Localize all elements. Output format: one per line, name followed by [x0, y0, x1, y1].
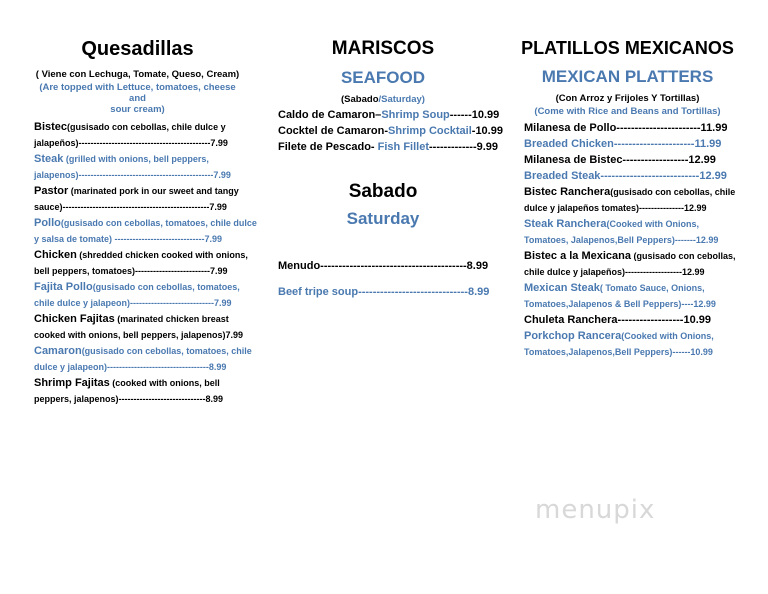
quesadillas-subtitle-es: ( Viene con Lechuga, Tomate, Queso, Cream) — [35, 69, 240, 80]
item-name: Porkchop Rancera — [524, 330, 622, 342]
quesadilla-item-line2 — [34, 359, 245, 375]
item-desc-price: jalapenos)---------------------------------------------7.99 — [34, 170, 231, 180]
item-price: -10.99 — [471, 125, 503, 137]
platillos-multiline-items — [524, 184, 735, 312]
mariscos-title: MARISCOS — [331, 38, 435, 59]
quesadilla-item-line2 — [34, 263, 245, 279]
quesadilla-item-line1 — [34, 311, 245, 327]
quesadilla-item-line1 — [34, 279, 245, 295]
item-desc: (grilled with onions, bell peppers, — [63, 154, 209, 164]
platter-item-line1 — [524, 248, 735, 264]
quesadillas-subtitle-en-2: sour cream) — [110, 104, 165, 115]
item-name-en: Shrimp Cocktail — [388, 125, 472, 137]
item-desc: (cooked with onions, bell — [109, 378, 220, 388]
platillos-sub-es: (Con Arroz y Frijoles Y Tortillas) — [555, 93, 700, 104]
quesadillas-section — [30, 0, 257, 407]
menupix-watermark: menupix — [535, 495, 656, 525]
quesadilla-item-line2 — [34, 199, 245, 215]
item-desc: (gusisado con cebollas, tomatoes, chile dulce — [60, 218, 257, 228]
menu-item: Milanesa de Pollo-----------------------11.99 — [524, 122, 728, 134]
platter-item-line2 — [524, 200, 735, 216]
item-name-en: Shrimp Soup — [381, 109, 450, 121]
item-desc-price: Tomatoes,Jalapenos & Bell Peppers)----12.99 — [524, 299, 716, 309]
platter-item-line1 — [524, 216, 735, 232]
item-desc-price: y salsa de tomate) ------------------------------7.99 — [34, 234, 222, 244]
item-name: Steak — [34, 153, 64, 165]
item-name: Mexican Steak — [524, 282, 600, 294]
item-name: Pastor — [34, 185, 69, 197]
quesadilla-item-line1 — [34, 343, 252, 359]
item-name: Chicken — [34, 249, 77, 261]
sabado-sub-label: (Sabado — [341, 94, 379, 105]
quesadilla-item-line2 — [34, 167, 245, 183]
item-desc: (marinated chicken breast — [114, 314, 229, 324]
platter-item-line1 — [524, 184, 735, 200]
quesadilla-item-line2 — [34, 327, 245, 343]
item-desc: (gusisado con cebollas, chile — [610, 187, 736, 197]
mexican-platters-title: MEXICAN PLATTERS — [541, 67, 714, 86]
seafood-title: SEAFOOD — [340, 68, 426, 87]
item-name: Bistec — [34, 121, 68, 133]
item-desc-price: bell peppers, tomatoes)-------------------------7.99 — [34, 266, 228, 276]
item-desc: (Cooked with Onions, — [606, 219, 700, 229]
quesadilla-item-line2 — [34, 135, 245, 151]
quesadilla-item-line2 — [34, 231, 245, 247]
quesadilla-item-line2 — [34, 295, 245, 311]
porkchop-ranchera-line1 — [524, 328, 735, 344]
item-name: Fajita Pollo — [34, 281, 93, 293]
quesadillas-title: Quesadillas — [81, 38, 194, 60]
quesadilla-item-line2 — [34, 391, 245, 407]
chuleta-ranchera-item: Chuleta Ranchera------------------10.99 — [524, 314, 711, 326]
platillos-item-list — [524, 120, 735, 360]
item-desc: (gusisado con cebollas, — [631, 251, 736, 261]
item-desc: ( Tomato Sauce, Onions, — [599, 283, 705, 293]
item-desc: (Cooked with Onions, — [621, 331, 714, 341]
item-name-es: Filete de Pescado- — [278, 141, 378, 153]
quesadilla-item-line1 — [34, 151, 245, 167]
mariscos-section — [278, 0, 503, 300]
quesadilla-item-line1 — [34, 247, 248, 263]
item-desc: (gusisado con cebollas, chile dulce y — [67, 122, 226, 132]
item-name: Steak Ranchera — [524, 218, 607, 230]
menu-item: Milanesa de Bistec------------------12.99 — [524, 154, 716, 166]
menu-item: Breaded Steak---------------------------12.99 — [524, 170, 727, 182]
item-name: Shrimp Fajitas — [34, 377, 110, 389]
item-name-en: Fish Fillet — [377, 141, 429, 153]
item-name: Bistec Ranchera — [524, 186, 611, 198]
quesadilla-item-line1 — [34, 375, 245, 391]
saturday-title: Saturday — [346, 209, 420, 228]
item-desc-price: chile dulce y jalapeños)-------------------12.99 — [524, 267, 705, 277]
item-name: Pollo — [34, 217, 61, 229]
item-desc-price: dulce y jalapeon)----------------------------------8.99 — [34, 362, 227, 372]
quesadillas-item-list — [34, 119, 257, 407]
item-price: ------10.99 — [449, 109, 500, 121]
platillos-sub-en: (Come with Rice and Beans and Tortillas) — [534, 106, 721, 117]
item-desc-price: Tomatoes, Jalapenos,Bell Peppers)-------12.99 — [524, 235, 719, 245]
seafood-item — [278, 139, 499, 155]
beef-tripe-soup-item: Beef tripe soup------------------------------8.99 — [278, 286, 490, 298]
item-desc: (marinated pork in our sweet and tangy — [68, 186, 239, 196]
item-desc-price: chile dulce y jalapeon)----------------------------7.99 — [34, 298, 232, 308]
quesadilla-item-line1 — [34, 215, 257, 231]
platillos-title: PLATILLOS MEXICANOS — [521, 38, 734, 58]
mariscos-sub — [278, 94, 488, 105]
item-desc-price: peppers, jalapenos)-----------------------------8.99 — [34, 394, 223, 404]
item-desc-price: jalapeños)--------------------------------------------7.99 — [34, 138, 228, 148]
saturday-sub-label: /Saturday) — [378, 94, 425, 105]
sabado-title: Sabado — [348, 181, 418, 202]
platter-item-line2 — [524, 264, 735, 280]
item-desc-price: Tomatoes,Jalapenos,Bell Peppers)------10.99 — [524, 347, 713, 357]
seafood-item — [278, 107, 500, 123]
item-desc: (gusisado con cebollas, tomatoes, chile — [81, 346, 252, 356]
item-name: Chicken Fajitas — [34, 313, 115, 325]
menudo-item: Menudo----------------------------------------8.99 — [278, 260, 489, 272]
quesadilla-item-line1 — [34, 183, 245, 199]
porkchop-ranchera-line2 — [524, 344, 735, 360]
platter-item-line2 — [524, 296, 735, 312]
item-desc-price: dulce y jalapeños tomates)---------------12.99 — [524, 203, 707, 213]
item-price: -------------9.99 — [429, 141, 499, 153]
item-desc-price: cooked with onions, bell peppers, jalapenos)7.99 — [34, 330, 244, 340]
item-name: Camaron — [34, 345, 82, 357]
platter-item-line2 — [524, 232, 735, 248]
platter-item-line1 — [524, 280, 735, 296]
item-desc: (gusisado con cebollas, tomatoes, — [92, 282, 240, 292]
quesadillas-subtitle-en-1: (Are topped with Lettuce, tomatoes, cheese and — [39, 82, 236, 104]
item-name-es: Cocktel de Camaron- — [278, 125, 389, 137]
item-desc-price: sauce)-------------------------------------------------7.99 — [34, 202, 227, 212]
item-name: Bistec a la Mexicana — [524, 250, 632, 262]
item-desc: (shredded chicken cooked with onions, — [76, 250, 248, 260]
seafood-item — [278, 123, 503, 139]
quesadilla-item-line1 — [34, 119, 245, 135]
menu-item: Breaded Chicken----------------------11.99 — [524, 138, 722, 150]
platillos-section — [520, 0, 735, 360]
item-name-es: Caldo de Camaron– — [278, 109, 382, 121]
mariscos-item-list — [278, 107, 503, 155]
